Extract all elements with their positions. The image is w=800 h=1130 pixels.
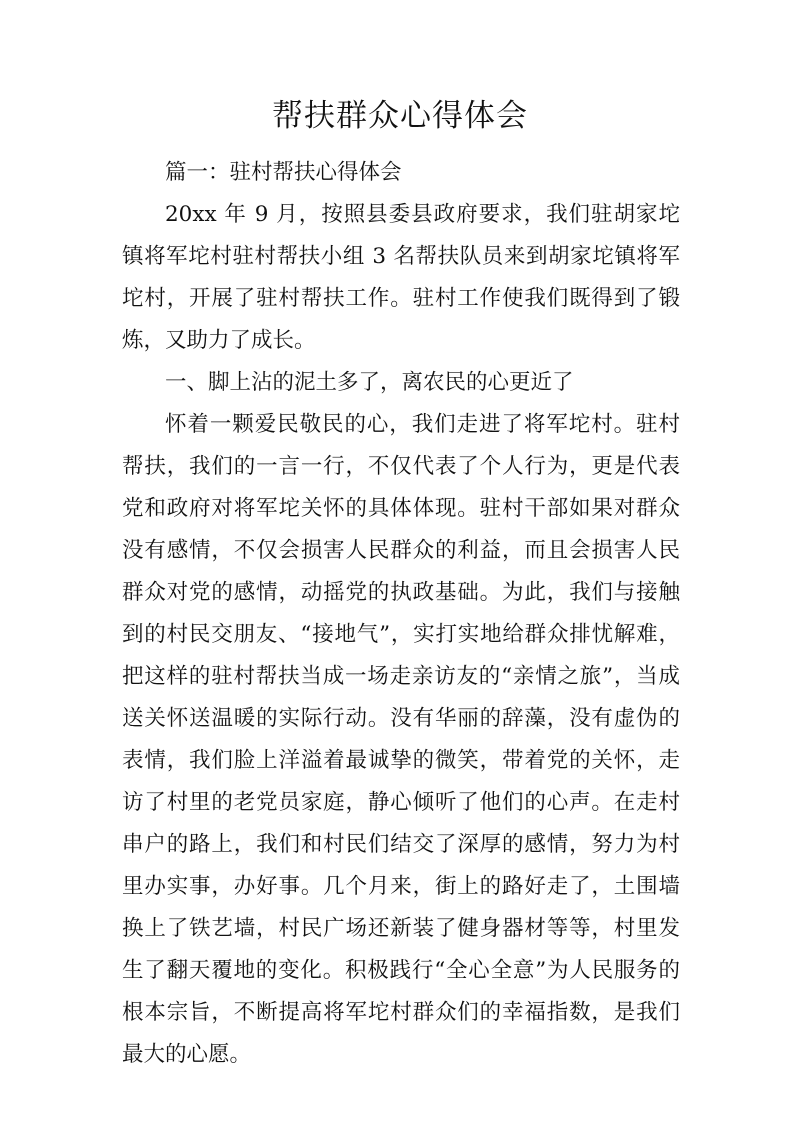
section-heading: 篇一：驻村帮扶心得体会 <box>165 160 402 185</box>
document-title: 帮扶群众心得体会 <box>272 98 528 134</box>
paragraph: 20xx 年 9 月，按照县委县政府要求，我们驻胡家坨镇将军坨村驻村帮扶小组 3 名帮扶队员来到胡家坨镇将军坨村，开展了驻村帮扶工作。驻村工作使我们既得到了锻炼，又助力了成长。 <box>122 202 680 353</box>
section-heading: 一、脚上沾的泥土多了，离农民的心更近了 <box>165 370 574 395</box>
document-body <box>122 152 680 1076</box>
paragraph: 怀着一颗爱民敬民的心，我们走进了将军坨村。驻村帮扶，我们的一言一行，不仅代表了个人行为，更是代表党和政府对将军坨关怀的具体体现。驻村干部如果对群众没有感情，不仅会损害人民群众的利益，而且会损害人民群众对党的感情，动摇党的执政基础。为此，我们与接触到的村民交朋友、“接地气”，实打实地给群众排忧解难，把这样的驻村帮扶当成一场走亲访友的“亲情之旅”，当成送关怀送温暖的实际行动。没有华丽的辞藻，没有虚伪的表情，我们脸上洋溢着最诚挚的微笑，带着党的关怀，走访了村里的老党员家庭，静心倾听了他们的心声。在走村串户的路上，我们和村民们结交了深厚的感情，努力为村里办实事，办好事。几个月来，街上的路好走了，土围墙换上了铁艺墙，村民广场还新装了健身器材等等，村里发生了翻天覆地的变化。积极践行“全心全意”为人民服务的根本宗旨，不断提高将军坨村群众们的幸福指数，是我们最大的心愿。 <box>122 412 680 1067</box>
